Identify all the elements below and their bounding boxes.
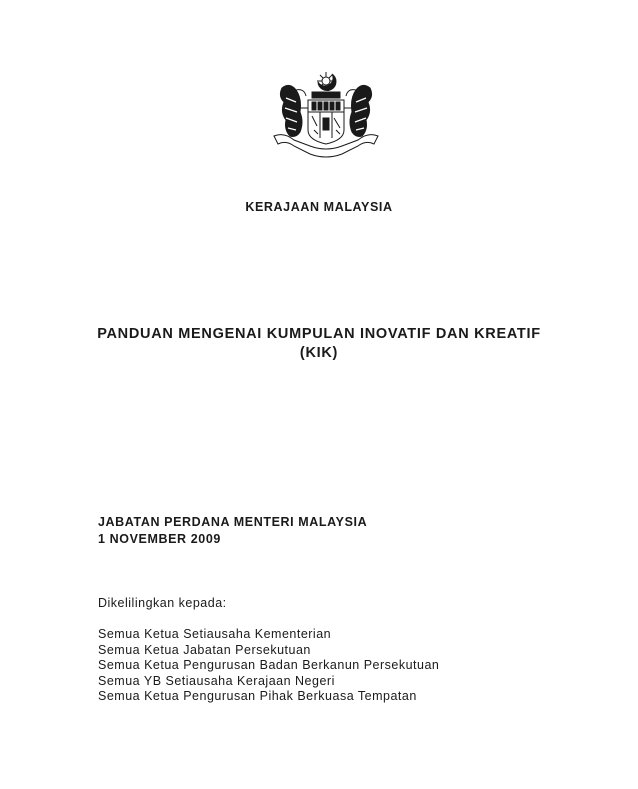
coat-of-arms-emblem <box>270 68 382 160</box>
circulation-label: Dikelilingkan kepada: <box>98 596 227 610</box>
document-title-line1: PANDUAN MENGENAI KUMPULAN INOVATIF DAN KREATIF <box>97 326 541 342</box>
department-name: JABATAN PERDANA MENTERI MALAYSIA <box>98 515 368 529</box>
document-title <box>0 325 638 363</box>
issuer-block <box>98 514 367 548</box>
motto-scroll <box>274 135 378 157</box>
recipient-item: Semua YB Setiausaha Kerajaan Negeri <box>98 673 335 688</box>
document-title-line2: (KIK) <box>299 345 339 361</box>
recipient-list <box>98 627 439 705</box>
recipient-item: Semua Ketua Pengurusan Pihak Berkuasa Tempatan <box>98 689 417 704</box>
recipient-item: Semua Ketua Setiausaha Kementerian <box>98 627 332 641</box>
government-name: KERAJAAN MALAYSIA <box>245 200 393 214</box>
recipient-item: Semua Ketua Jabatan Persekutuan <box>98 642 311 657</box>
issue-date: 1 NOVEMBER 2009 <box>98 532 221 546</box>
recipient-item: Semua Ketua Pengurusan Badan Berkanun Persekutuan <box>98 658 440 673</box>
